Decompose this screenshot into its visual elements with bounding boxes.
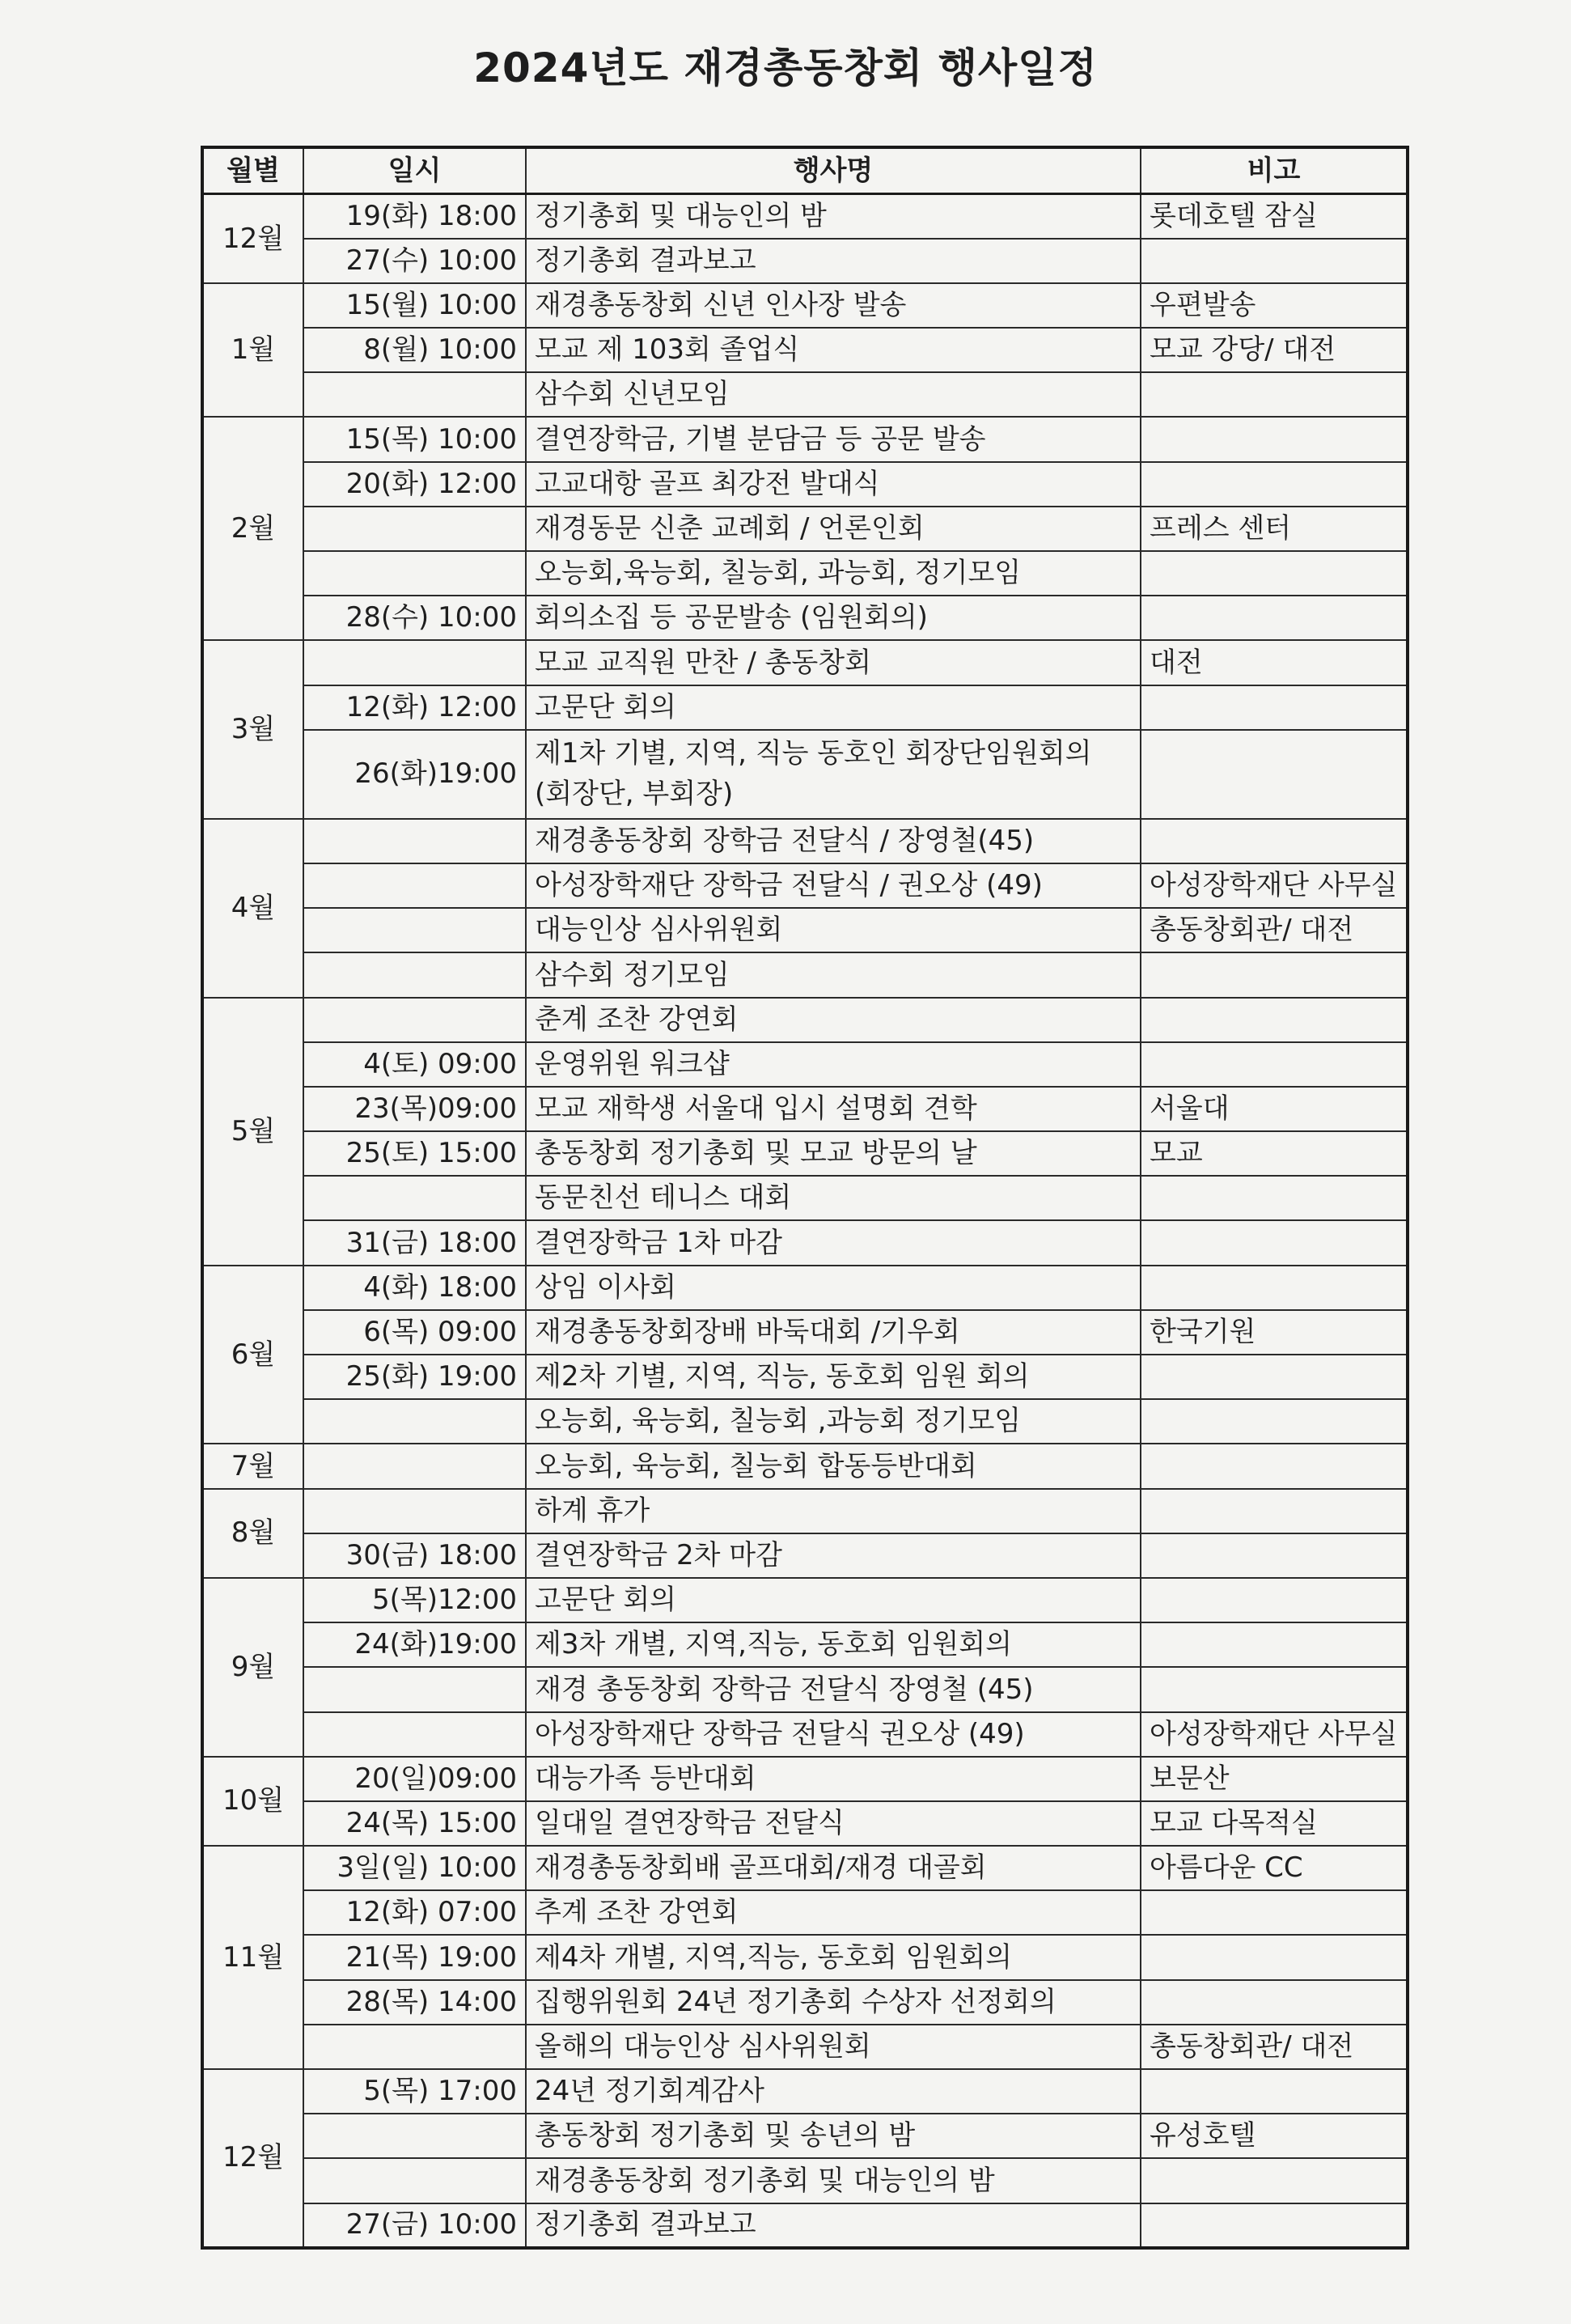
event-name-cell: 결연장학금 2차 마감 [526,1533,1141,1578]
date-cell: 21(목) 19:00 [303,1935,526,1979]
remarks-cell [1141,685,1408,730]
remarks-cell: 모교 다목적실 [1141,1801,1408,1846]
remarks-cell [1141,2069,1408,2114]
date-cell [303,1667,526,1711]
event-name-cell: 춘계 조찬 강연회 [526,998,1141,1042]
table-row [202,328,1408,372]
page-title: 2024년도 재경총동창회 행사일정 [473,45,1098,91]
table-row [202,1042,1408,1087]
date-cell: 27(수) 10:00 [303,239,526,283]
table-row [202,1890,1408,1935]
table-row [202,908,1408,952]
date-cell [303,1176,526,1220]
date-cell [303,2114,526,2158]
remarks-cell: 유성호텔 [1141,2114,1408,2158]
date-cell: 6(목) 09:00 [303,1310,526,1355]
event-name-cell: 제1차 기별, 지역, 직능 동호인 회장단임원회의 (회장단, 부회장) [526,730,1141,819]
remarks-cell [1141,1355,1408,1399]
date-cell: 25(화) 19:00 [303,1355,526,1399]
date-cell: 31(금) 18:00 [303,1220,526,1265]
event-name-cell: 제2차 기별, 지역, 직능, 동호회 임원 회의 [526,1355,1141,1399]
table-row [202,952,1408,997]
table-row [202,1667,1408,1711]
table-row [202,1980,1408,2025]
date-cell: 23(목)09:00 [303,1087,526,1131]
table-row [202,2203,1408,2248]
event-name-cell: 제4차 개별, 지역,직능, 동호회 임원회의 [526,1935,1141,1979]
event-name-cell: 재경 총동창회 장학금 전달식 장영철 (45) [526,1667,1141,1711]
month-cell: 3월 [202,640,303,818]
event-name-cell: 모교 재학생 서울대 입시 설명회 견학 [526,1087,1141,1131]
event-name-cell: 고문단 회의 [526,685,1141,730]
header-row [202,147,1408,194]
remarks-cell [1141,1890,1408,1935]
date-cell [303,2158,526,2203]
date-cell: 15(월) 10:00 [303,283,526,328]
event-name-cell: 집행위원회 24년 정기총회 수상자 선정회의 [526,1980,1141,2025]
date-cell: 5(목) 17:00 [303,2069,526,2114]
remarks-cell: 아성장학재단 사무실 [1141,863,1408,908]
table-body [202,194,1408,2248]
date-cell [303,819,526,863]
date-cell: 19(화) 18:00 [303,194,526,239]
date-cell [303,1444,526,1488]
month-cell: 1월 [202,283,303,418]
remarks-cell: 보문산 [1141,1757,1408,1801]
remarks-cell [1141,239,1408,283]
table-row [202,194,1408,239]
event-name-cell: 재경총동창회배 골프대회/재경 대골회 [526,1846,1141,1890]
table-row [202,1622,1408,1667]
table-row [202,685,1408,730]
table-row [202,1220,1408,1265]
remarks-cell [1141,1667,1408,1711]
event-name-cell: 고문단 회의 [526,1578,1141,1622]
event-name-cell: 재경총동창회장배 바둑대회 /기우회 [526,1310,1141,1355]
table-row [202,372,1408,417]
event-name-cell: 추계 조찬 강연회 [526,1890,1141,1935]
table-row [202,1310,1408,1355]
remarks-cell [1141,1220,1408,1265]
remarks-cell: 한국기원 [1141,1310,1408,1355]
date-cell [303,1489,526,1533]
event-name-cell: 총동창회 정기총회 및 송년의 밤 [526,2114,1141,2158]
event-name-cell: 재경동문 신춘 교례회 / 언론인회 [526,507,1141,551]
table-row [202,2069,1408,2114]
date-cell: 8(월) 10:00 [303,328,526,372]
date-cell: 27(금) 10:00 [303,2203,526,2248]
table-row [202,1087,1408,1131]
month-cell: 9월 [202,1578,303,1757]
event-name-cell: 총동창회 정기총회 및 모교 방문의 날 [526,1131,1141,1176]
date-cell [303,507,526,551]
date-cell: 24(목) 15:00 [303,1801,526,1846]
table-row [202,239,1408,283]
table-row [202,863,1408,908]
table-row [202,1355,1408,1399]
table-row [202,730,1408,819]
table-row [202,1578,1408,1622]
event-name-cell: 정기총회 및 대능인의 밤 [526,194,1141,239]
table-row [202,1131,1408,1176]
remarks-cell [1141,1266,1408,1310]
event-name-cell: 결연장학금 1차 마감 [526,1220,1141,1265]
remarks-cell: 총동창회관/ 대전 [1141,908,1408,952]
remarks-cell: 아름다운 CC [1141,1846,1408,1890]
table-row [202,2025,1408,2069]
remarks-cell [1141,1176,1408,1220]
table-row [202,551,1408,596]
month-cell: 11월 [202,1846,303,2069]
event-name-cell: 재경총동창회 정기총회 및 대능인의 밤 [526,2158,1141,2203]
date-cell [303,372,526,417]
table-row [202,2158,1408,2203]
header-month: 월별 [202,147,303,194]
event-name-cell: 올해의 대능인상 심사위원회 [526,2025,1141,2069]
event-name-cell: 정기총회 결과보고 [526,239,1141,283]
date-cell [303,2025,526,2069]
remarks-cell [1141,952,1408,997]
date-cell: 26(화)19:00 [303,730,526,819]
event-name-cell: 오능회, 육능회, 칠능회 합동등반대회 [526,1444,1141,1488]
remarks-cell: 모교 강당/ 대전 [1141,328,1408,372]
table-row [202,998,1408,1042]
table-row [202,1489,1408,1533]
date-cell: 25(토) 15:00 [303,1131,526,1176]
date-cell: 4(화) 18:00 [303,1266,526,1310]
remarks-cell [1141,1980,1408,2025]
month-cell: 7월 [202,1444,303,1488]
month-cell: 12월 [202,194,303,283]
remarks-cell [1141,1399,1408,1444]
date-cell: 28(목) 14:00 [303,1980,526,2025]
event-name-cell: 하계 휴가 [526,1489,1141,1533]
month-cell: 10월 [202,1757,303,1846]
remarks-cell [1141,998,1408,1042]
remarks-cell [1141,819,1408,863]
table-row [202,640,1408,685]
table-row [202,596,1408,640]
remarks-cell [1141,1578,1408,1622]
remarks-cell [1141,1622,1408,1667]
month-cell: 6월 [202,1266,303,1444]
month-cell: 8월 [202,1489,303,1578]
month-cell: 12월 [202,2069,303,2248]
month-cell: 4월 [202,819,303,998]
table-row [202,1399,1408,1444]
date-cell [303,551,526,596]
table-row [202,1266,1408,1310]
event-name-cell: 삼수회 신년모임 [526,372,1141,417]
month-cell: 2월 [202,417,303,640]
table-row [202,1712,1408,1757]
event-name-cell: 일대일 결연장학금 전달식 [526,1801,1141,1846]
remarks-cell [1141,372,1408,417]
remarks-cell [1141,596,1408,640]
remarks-cell: 프레스 센터 [1141,507,1408,551]
date-cell [303,1399,526,1444]
remarks-cell: 모교 [1141,1131,1408,1176]
table-row [202,819,1408,863]
remarks-cell [1141,1042,1408,1087]
date-cell: 24(화)19:00 [303,1622,526,1667]
date-cell [303,998,526,1042]
table-row [202,1801,1408,1846]
date-cell [303,640,526,685]
date-cell [303,952,526,997]
date-cell: 20(일)09:00 [303,1757,526,1801]
date-cell: 12(화) 12:00 [303,685,526,730]
event-name-cell: 정기총회 결과보고 [526,2203,1141,2248]
event-name-cell: 동문친선 테니스 대회 [526,1176,1141,1220]
remarks-cell [1141,730,1408,819]
event-name-cell: 오능회,육능회, 칠능회, 과능회, 정기모임 [526,551,1141,596]
remarks-cell [1141,2203,1408,2248]
remarks-cell: 우편발송 [1141,283,1408,328]
event-name-cell: 대능인상 심사위원회 [526,908,1141,952]
table-row [202,1176,1408,1220]
date-cell: 12(화) 07:00 [303,1890,526,1935]
date-cell: 20(화) 12:00 [303,462,526,507]
remarks-cell: 롯데호텔 잠실 [1141,194,1408,239]
event-name-cell: 대능가족 등반대회 [526,1757,1141,1801]
table-row [202,1846,1408,1890]
remarks-cell: 총동창회관/ 대전 [1141,2025,1408,2069]
table-row [202,1533,1408,1578]
event-name-cell: 24년 정기회계감사 [526,2069,1141,2114]
event-name-cell: 재경총동창회 장학금 전달식 / 장영철(45) [526,819,1141,863]
event-name-cell: 운영위원 워크샵 [526,1042,1141,1087]
remarks-cell [1141,1444,1408,1488]
remarks-cell: 아성장학재단 사무실 [1141,1712,1408,1757]
table-header [202,147,1408,194]
date-cell: 28(수) 10:00 [303,596,526,640]
remarks-cell [1141,1533,1408,1578]
table-row [202,1757,1408,1801]
event-name-cell: 모교 제 103회 졸업식 [526,328,1141,372]
remarks-cell [1141,551,1408,596]
remarks-cell [1141,2158,1408,2203]
date-cell: 4(토) 09:00 [303,1042,526,1087]
event-name-cell: 회의소집 등 공문발송 (임원회의) [526,596,1141,640]
event-name-cell: 제3차 개별, 지역,직능, 동호회 임원회의 [526,1622,1141,1667]
date-cell [303,1712,526,1757]
table-row [202,417,1408,461]
table-row [202,462,1408,507]
event-name-cell: 모교 교직원 만찬 / 총동창회 [526,640,1141,685]
date-cell: 5(목)12:00 [303,1578,526,1622]
remarks-cell [1141,462,1408,507]
remarks-cell [1141,1489,1408,1533]
date-cell: 15(목) 10:00 [303,417,526,461]
event-name-cell: 삼수회 정기모임 [526,952,1141,997]
event-name-cell: 오능회, 육능회, 칠능회 ,과능회 정기모임 [526,1399,1141,1444]
header-remarks: 비고 [1141,147,1408,194]
remarks-cell [1141,1935,1408,1979]
table-row [202,1935,1408,1979]
date-cell [303,908,526,952]
date-cell [303,863,526,908]
table-row [202,283,1408,328]
table-row [202,2114,1408,2158]
event-name-cell: 아성장학재단 장학금 전달식 / 권오상 (49) [526,863,1141,908]
date-cell: 30(금) 18:00 [303,1533,526,1578]
remarks-cell [1141,417,1408,461]
date-cell: 3일(일) 10:00 [303,1846,526,1890]
header-event-name: 행사명 [526,147,1141,194]
event-name-cell: 결연장학금, 기별 분담금 등 공문 발송 [526,417,1141,461]
schedule-table [201,146,1409,2250]
event-name-cell: 고교대항 골프 최강전 발대식 [526,462,1141,507]
remarks-cell: 서울대 [1141,1087,1408,1131]
table-row [202,1444,1408,1488]
remarks-cell: 대전 [1141,640,1408,685]
event-name-cell: 상임 이사회 [526,1266,1141,1310]
month-cell: 5월 [202,998,303,1266]
event-name-cell: 아성장학재단 장학금 전달식 권오상 (49) [526,1712,1141,1757]
table-row [202,507,1408,551]
event-name-cell: 재경총동창회 신년 인사장 발송 [526,283,1141,328]
header-datetime: 일시 [303,147,526,194]
